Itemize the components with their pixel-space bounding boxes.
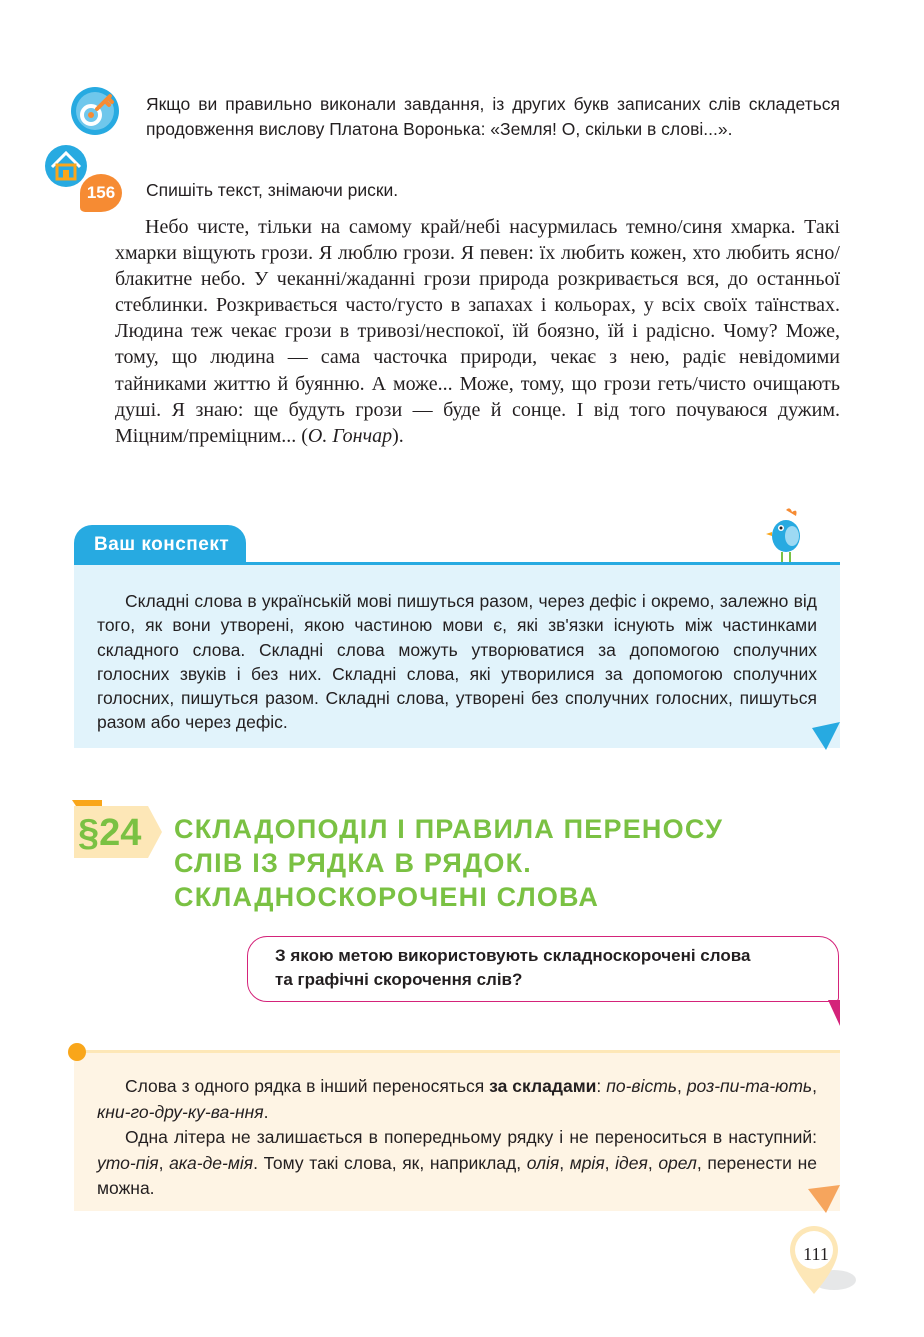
bird-icon xyxy=(764,506,808,564)
example: кни-го-дру-ку-ва-ння xyxy=(97,1101,264,1122)
rules-divider xyxy=(84,1050,840,1053)
example: ака-де-мія xyxy=(169,1152,254,1173)
example: олія xyxy=(526,1152,560,1173)
text: , xyxy=(676,1076,687,1096)
section-title xyxy=(174,812,774,914)
example: по-вість xyxy=(606,1076,677,1096)
exercise-author: О. Гончар xyxy=(307,424,393,447)
key-icon xyxy=(70,86,120,136)
exercise-body: Небо чисте, тільки на самому край/небі насурмилась темно/синя хмарка. Такі хмарки віщують грози. Я люблю грози. Я певен: їх любить кожен, хто любить ясно/блакитне небо. У чеканні/жаданні грози природа розкривається вся, до останньої стеблинки. Розкривається часто/густо в запахах і кольорах, у всіх своїх таїнствах. Людина теж чекає грози в тривозі/неспокої, їй боязно, їй і радісно. Чому? Може, тому, що людина — сама часточка природи, чекає з нею, радіє невідомими тайниками життю й буянню. А може... Може, тому, що грози геть/чисто очищають душі. Я знаю: ще будуть грози — буде й сонце. І від того почуваюся дужим. Міцним/преміцним... ( xyxy=(115,216,840,447)
section-number: §24 xyxy=(78,812,142,854)
bold-term: за складами xyxy=(489,1076,597,1096)
text: , xyxy=(158,1152,170,1173)
exercise-number: 156 xyxy=(80,174,122,212)
example: орел xyxy=(658,1152,697,1173)
question-text xyxy=(275,944,825,992)
question-tail xyxy=(828,1000,840,1026)
example: мрія xyxy=(569,1152,605,1173)
rules-paragraph-1 xyxy=(97,1074,817,1125)
example: ідея xyxy=(615,1152,648,1173)
text: . xyxy=(263,1101,269,1122)
example: роз-пи-та-ють xyxy=(686,1076,813,1096)
konspekt-text xyxy=(97,589,817,735)
section-title-line: СКЛАДНОСКОРОЧЕНІ СЛОВА xyxy=(174,882,600,912)
rules-text xyxy=(97,1074,817,1202)
text: : xyxy=(596,1076,607,1096)
text: Слова з одного рядка в інший переносяться xyxy=(125,1076,490,1096)
exercise-closing: ). xyxy=(392,424,404,447)
konspekt-paragraph: Складні слова в українській мові пишуться разом, через дефіс і окремо, залежно від того, як вони утворені, якою частиною мови є, які зв'язки існують між частинками складного слова. Складні слова можуть утворюватися за допомогою сполучних голосних звуків і без них. Складні слова, які утворилися за допомогою сполучних голосних, пишуться разом. Складні слова, утворені без сполучних голосних, пишуться разом або через дефіс. xyxy=(97,591,817,733)
exercise-instruction: Спишіть текст, знімаючи риски. xyxy=(146,180,399,200)
text: , xyxy=(604,1152,616,1173)
text: Одна літера не залишається в попередньому рядку і не переноситься в наступний: xyxy=(125,1127,817,1147)
intro-text: Якщо ви правильно виконали завдання, із других букв записаних слів складеться продовження вислову Платона Воронька: «Земля! О, скільки в слові...». xyxy=(146,94,840,139)
section-title-line: СКЛАДОПОДІЛ І ПРАВИЛА ПЕРЕНОСУ xyxy=(174,814,724,844)
question-line: З якою метою використовують складноскорочені слова xyxy=(275,946,751,965)
exercise-text xyxy=(115,214,840,449)
rules-dot xyxy=(68,1043,86,1061)
question-line: та графічні скорочення слів? xyxy=(275,970,523,989)
rules-paragraph-2 xyxy=(97,1125,817,1202)
text: , xyxy=(559,1152,570,1173)
corner-fold-icon xyxy=(812,722,840,750)
text: , перенести не можна. xyxy=(97,1152,817,1198)
konspekt-tab: Ваш конспект xyxy=(74,525,246,565)
text: , xyxy=(647,1152,659,1173)
text: , xyxy=(812,1076,817,1096)
section-title-line: СЛІВ ІЗ РЯДКА В РЯДОК. xyxy=(174,848,533,878)
text: . Тому такі слова, як, наприклад, xyxy=(253,1152,527,1173)
page-number: 111 xyxy=(803,1244,829,1264)
example: уто-пія xyxy=(97,1152,159,1173)
corner-fold-icon xyxy=(808,1185,840,1213)
